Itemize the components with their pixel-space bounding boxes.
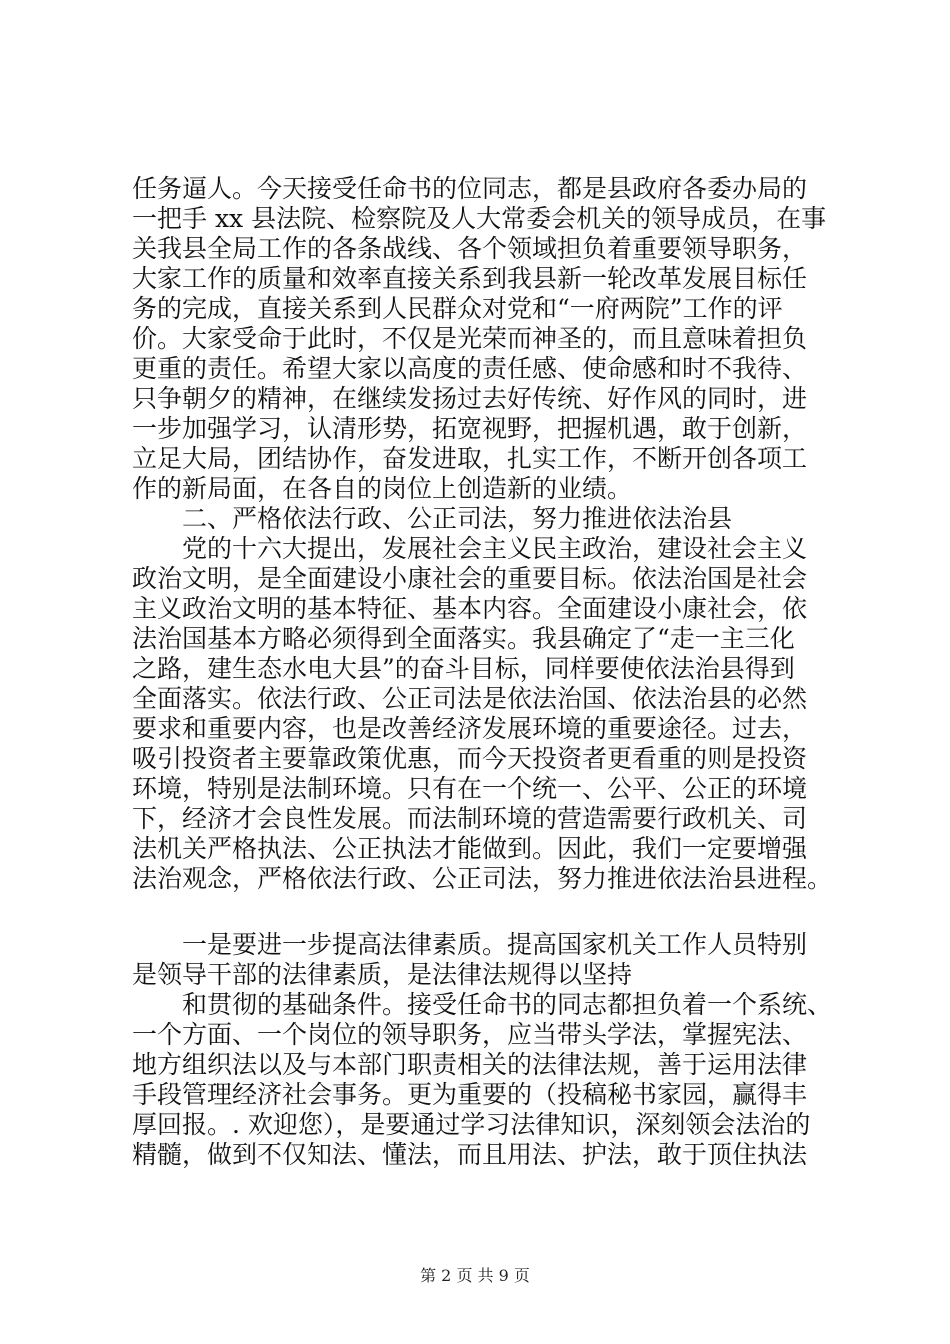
text-line: 更重的责任。希望大家以高度的责任感、使命感和时不我待、 [132, 354, 808, 383]
text-line: 政治文明，是全面建设小康社会的重要目标。依法治国是社会 [132, 564, 808, 593]
text-line: 手段管理经济社会事务。更为重要的（投稿秘书家园，赢得丰 [132, 1080, 808, 1109]
text-line: 党的十六大提出，发展社会主义民主政治，建设社会主义 [182, 534, 808, 563]
section-heading: 二、严格依法行政、公正司法，努力推进依法治县 [182, 504, 733, 533]
text-line: 下，经济才会良性发展。而法制环境的营造需要行政机关、司 [132, 804, 808, 833]
text-line: 要求和重要内容，也是改善经济发展环境的重要途径。过去， [132, 714, 808, 743]
text-line: 一把手 xx 县法院、检察院及人大常委会机关的领导成员，在事 [132, 204, 827, 233]
text-line: 务的完成，直接关系到人民群众对党和“一府两院”工作的评 [132, 294, 783, 323]
text-line: 大家工作的质量和效率直接关系到我县新一轮改革发展目标任 [132, 264, 808, 293]
text-line: 精髓，做到不仅知法、懂法，而且用法、护法，敢于顶住执法 [132, 1140, 808, 1169]
text-line: 环境，特别是法制环境。只有在一个统一、公平、公正的环境 [132, 774, 808, 803]
text-line: 是领导干部的法律素质，是法律法规得以坚持 [132, 960, 633, 989]
text-line: 价。大家受命于此时，不仅是光荣而神圣的，而且意味着担负 [132, 324, 808, 353]
text-line: 地方组织法以及与本部门职责相关的法律法规，善于运用法律 [132, 1050, 808, 1079]
text-line: 法治观念，严格依法行政、公正司法，努力推进依法治县进程。 [132, 864, 833, 893]
text-line: 主义政治文明的基本特征、基本内容。全面建设小康社会，依 [132, 594, 808, 623]
text-line: 一是要进一步提高法律素质。提高国家机关工作人员特别 [182, 930, 808, 959]
text-line: 吸引投资者主要靠政策优惠，而今天投资者更看重的则是投资 [132, 744, 808, 773]
text-line: 一步加强学习，认清形势，拓宽视野，把握机遇，敢于创新， [132, 414, 808, 443]
text-line: 一个方面、一个岗位的领导职务，应当带头学法，掌握宪法、 [132, 1020, 808, 1049]
text-line: 法机关严格执法、公正执法才能做到。因此，我们一定要增强 [132, 834, 808, 863]
text-line: 作的新局面，在各自的岗位上创造新的业绩。 [132, 474, 633, 503]
text-line: 法治国基本方略必须得到全面落实。我县确定了“走一主三化 [132, 624, 795, 653]
text-line: 和贯彻的基础条件。接受任命书的同志都担负着一个系统、 [182, 990, 833, 1019]
document-body [132, 174, 852, 1170]
paragraph-gap [132, 894, 852, 930]
text-line: 关我县全局工作的各条战线、各个领域担负着重要领导职务， [132, 234, 808, 263]
text-line: 只争朝夕的精神，在继续发扬过去好传统、好作风的同时，进 [132, 384, 808, 413]
text-line: 全面落实。依法行政、公正司法是依法治国、依法治县的必然 [132, 684, 808, 713]
text-line: 立足大局，团结协作，奋发进取，扎实工作，不断开创各项工 [132, 444, 808, 473]
text-line: 之路，建生态水电大县”的奋斗目标，同样要使依法治县得到 [132, 654, 795, 683]
page-number-footer: 第 2 页 共 9 页 [420, 1266, 530, 1285]
text-line: 任务逼人。今天接受任命书的位同志，都是县政府各委办局的 [132, 174, 808, 203]
text-line: 厚回报。. 欢迎您），是要通过学习法律知识，深刻领会法治的 [132, 1110, 811, 1139]
